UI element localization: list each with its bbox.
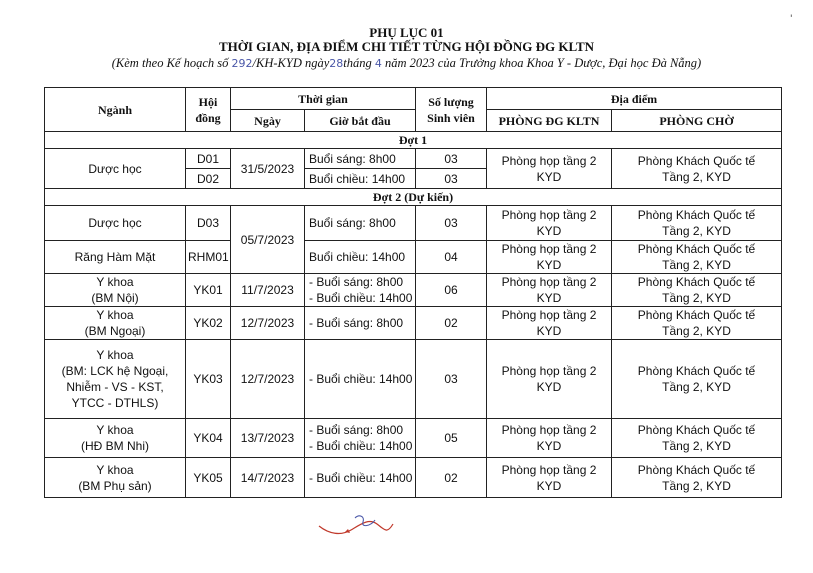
cell-ngay: 14/7/2023 bbox=[231, 458, 305, 498]
cell-ngay: 13/7/2023 bbox=[231, 419, 305, 458]
cell-nganh: Y khoa (BM Phụ sản) bbox=[45, 458, 186, 498]
table-row bbox=[45, 419, 782, 458]
cell-nganh: Răng Hàm Mặt bbox=[45, 241, 186, 274]
cell-gio: Buổi sáng: 8h00 bbox=[305, 149, 416, 169]
document-subtitle: (Kèm theo Kế hoạch số 292/KH-KYD ngày28tháng 4 năm 2023 của Trưởng khoa Khoa Y - Dược, Đại học Đà Nẵng) bbox=[111, 56, 702, 70]
cell-phongdg: Phòng họp tầng 2 KYD bbox=[487, 307, 612, 340]
cell-nganh: Y khoa (BM: LCK hệ Ngoại, Nhiễm - VS - KST, YTCC - DTHLS) bbox=[45, 340, 186, 419]
corner-mark: ' bbox=[790, 14, 793, 24]
table-row bbox=[45, 241, 782, 274]
table-row bbox=[45, 458, 782, 498]
table-row bbox=[45, 274, 782, 307]
cell-gio: - Buổi sáng: 8h00 - Buổi chiều: 14h00 bbox=[305, 274, 416, 307]
cell-phongdg: Phòng họp tầng 2 KYD bbox=[487, 458, 612, 498]
table-row bbox=[45, 307, 782, 340]
cell-gio: Buổi chiều: 14h00 bbox=[305, 169, 416, 189]
cell-hoidong: YK03 bbox=[186, 340, 231, 419]
cell-soluong: 02 bbox=[416, 458, 487, 498]
schedule-table bbox=[44, 87, 782, 498]
col-header-hoidong: Hội đồng bbox=[186, 88, 231, 132]
cell-phongdg: Phòng họp tầng 2 KYD bbox=[487, 149, 612, 189]
cell-soluong: 03 bbox=[416, 206, 487, 241]
cell-nganh: Y khoa (BM Ngoại) bbox=[45, 307, 186, 340]
table-header-row bbox=[45, 88, 782, 110]
handwritten-doc-number: 292 bbox=[231, 57, 253, 70]
cell-phongcho: Phòng Khách Quốc tế Tầng 2, KYD bbox=[612, 206, 782, 241]
cell-ngay: 31/5/2023 bbox=[231, 149, 305, 189]
cell-gio: Buổi chiều: 14h00 bbox=[305, 241, 416, 274]
cell-soluong: 06 bbox=[416, 274, 487, 307]
cell-gio: - Buổi sáng: 8h00 bbox=[305, 307, 416, 340]
col-header-phongdg: PHÒNG ĐG KLTN bbox=[487, 110, 612, 132]
cell-soluong: 02 bbox=[416, 307, 487, 340]
col-header-phongcho: PHÒNG CHỜ bbox=[612, 110, 782, 132]
cell-soluong: 03 bbox=[416, 169, 487, 189]
cell-hoidong: YK02 bbox=[186, 307, 231, 340]
cell-gio: Buổi sáng: 8h00 bbox=[305, 206, 416, 241]
cell-gio: - Buổi chiều: 14h00 bbox=[305, 458, 416, 498]
cell-phongdg: Phòng họp tầng 2 KYD bbox=[487, 419, 612, 458]
handwritten-month: 4 bbox=[374, 57, 382, 70]
col-header-thoigian: Thời gian bbox=[231, 88, 416, 110]
cell-phongcho: Phòng Khách Quốc tế Tầng 2, KYD bbox=[612, 274, 782, 307]
table-row bbox=[45, 206, 782, 241]
cell-hoidong: RHM01 bbox=[186, 241, 231, 274]
cell-gio: - Buổi sáng: 8h00 - Buổi chiều: 14h00 bbox=[305, 419, 416, 458]
phase-row bbox=[45, 189, 782, 206]
cell-nganh: Y khoa (BM Nội) bbox=[45, 274, 186, 307]
table-row bbox=[45, 149, 782, 169]
handwritten-day: 28 bbox=[329, 57, 344, 70]
col-header-giobatdau: Giờ bắt đầu bbox=[305, 110, 416, 132]
cell-soluong: 03 bbox=[416, 149, 487, 169]
phase-row bbox=[45, 132, 782, 149]
cell-phongcho: Phòng Khách Quốc tế Tầng 2, KYD bbox=[612, 340, 782, 419]
cell-hoidong: D02 bbox=[186, 169, 231, 189]
cell-phongdg: Phòng họp tầng 2 KYD bbox=[487, 206, 612, 241]
cell-hoidong: D01 bbox=[186, 149, 231, 169]
document-title: THỜI GIAN, ĐỊA ĐIỂM CHI TIẾT TỪNG HỘI ĐỒNG ĐG KLTN bbox=[218, 39, 595, 54]
cell-ngay: 05/7/2023 bbox=[231, 206, 305, 274]
cell-soluong: 03 bbox=[416, 340, 487, 419]
appendix-label: PHỤ LỤC 01 bbox=[369, 25, 444, 40]
cell-ngay: 12/7/2023 bbox=[231, 340, 305, 419]
cell-phongcho: Phòng Khách Quốc tế Tầng 2, KYD bbox=[612, 419, 782, 458]
cell-ngay: 12/7/2023 bbox=[231, 307, 305, 340]
col-header-ngay: Ngày bbox=[231, 110, 305, 132]
phase-1-label: Đợt 1 bbox=[45, 132, 782, 149]
cell-phongcho: Phòng Khách Quốc tế Tầng 2, KYD bbox=[612, 458, 782, 498]
col-header-soluong: Số lượng Sinh viên bbox=[416, 88, 487, 132]
phase-2-label: Đợt 2 (Dự kiến) bbox=[45, 189, 782, 206]
cell-phongcho: Phòng Khách Quốc tế Tầng 2, KYD bbox=[612, 307, 782, 340]
cell-soluong: 04 bbox=[416, 241, 487, 274]
cell-hoidong: YK04 bbox=[186, 419, 231, 458]
cell-phongcho: Phòng Khách Quốc tế Tầng 2, KYD bbox=[612, 241, 782, 274]
cell-ngay: 11/7/2023 bbox=[231, 274, 305, 307]
cell-hoidong: YK05 bbox=[186, 458, 231, 498]
cell-nganh: Dược học bbox=[45, 206, 186, 241]
cell-phongdg: Phòng họp tầng 2 KYD bbox=[487, 274, 612, 307]
cell-gio: - Buổi chiều: 14h00 bbox=[305, 340, 416, 419]
col-header-nganh: Ngành bbox=[45, 88, 186, 132]
cell-nganh: Y khoa (HĐ BM Nhi) bbox=[45, 419, 186, 458]
cell-hoidong: YK01 bbox=[186, 274, 231, 307]
col-header-diadiem: Địa điểm bbox=[487, 88, 782, 110]
cell-nganh: Dược học bbox=[45, 149, 186, 189]
cell-soluong: 05 bbox=[416, 419, 487, 458]
table-row bbox=[45, 340, 782, 419]
signature-icon bbox=[315, 512, 395, 540]
cell-hoidong: D03 bbox=[186, 206, 231, 241]
cell-phongdg: Phòng họp tầng 2 KYD bbox=[487, 241, 612, 274]
cell-phongcho: Phòng Khách Quốc tế Tầng 2, KYD bbox=[612, 149, 782, 189]
cell-phongdg: Phòng họp tầng 2 KYD bbox=[487, 340, 612, 419]
